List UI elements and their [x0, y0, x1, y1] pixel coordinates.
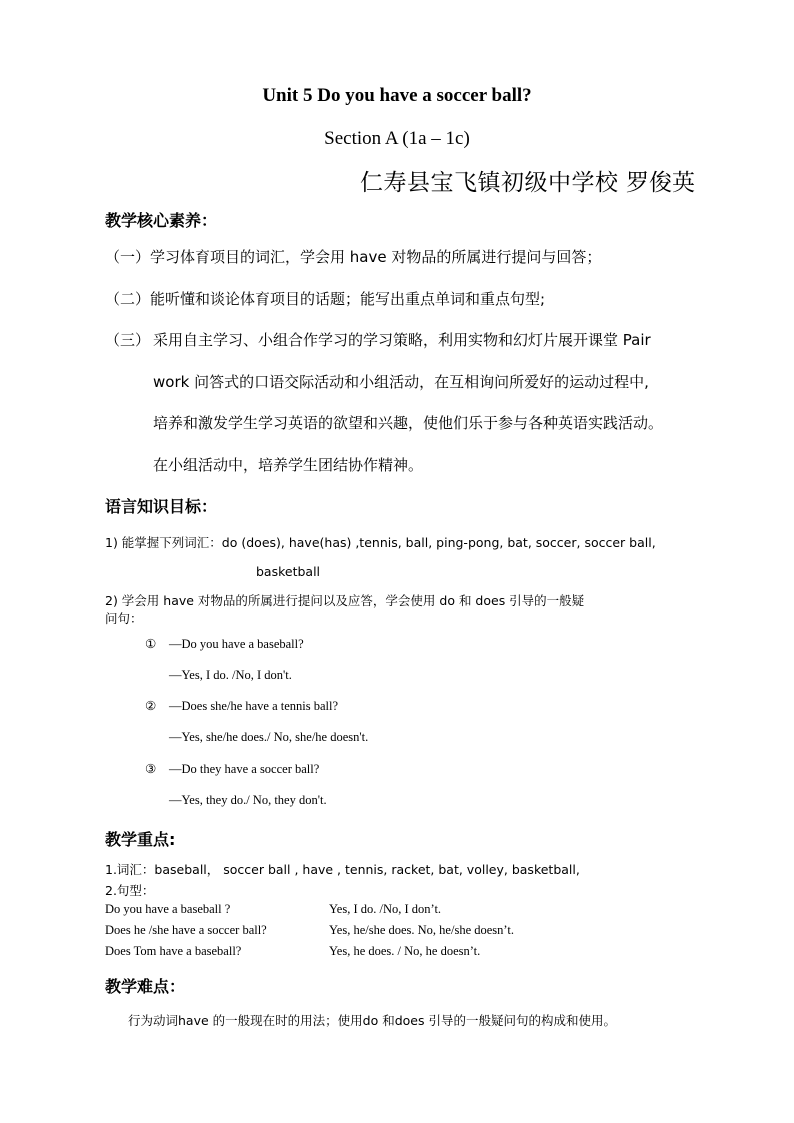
core-item-3-line-3: 培养和激发学生学习英语的欲望和兴趣，使他们乐于参与各种英语实践活动。	[153, 414, 664, 432]
author-name: 罗俊英	[626, 170, 695, 196]
difficulties-heading: 教学难点：	[105, 977, 186, 996]
key-points-heading: 教学重点:	[105, 830, 176, 849]
core-item-2-marker: （二）	[105, 290, 151, 308]
pattern-row-2-answer: Yes, he/she does. No, he/she doesn’t.	[329, 923, 514, 937]
school-name: 仁寿县宝飞镇初级中学校	[360, 170, 619, 196]
language-item-2-line-1: 2) 学会用 have 对物品的所属进行提问以及应答，学会使用 do 和 does 引导的一般疑	[105, 593, 585, 608]
core-item-3-line-2: work 问答式的口语交际活动和小组活动，在互相询问所爱好的运动过程中,	[153, 373, 649, 391]
core-item-3-line-4: 在小组活动中，培养学生团结协作精神。	[153, 456, 424, 474]
document-title: Unit 5 Do you have a soccer ball?	[262, 85, 532, 106]
core-item-2	[105, 288, 545, 309]
language-item-2-line-2: 问句：	[105, 611, 143, 626]
core-item-1-marker: （一）	[105, 248, 151, 266]
pattern-row-1-question: Do you have a baseball ?	[105, 902, 231, 916]
dialog-3-question: —Do they have a soccer ball?	[169, 762, 320, 776]
core-item-3-marker: （三）	[105, 331, 151, 349]
core-item-3-line-1: 采用自主学习、小组合作学习的学习策略，利用实物和幻灯片展开课堂 Pair	[153, 331, 651, 349]
pattern-row-3-answer: Yes, he does. / No, he doesn’t.	[329, 944, 481, 958]
core-item-2-text: 能听懂和谈论体育项目的话题；能写出重点单词和重点句型;	[150, 290, 546, 308]
section-subtitle: Section A (1a – 1c)	[324, 128, 470, 149]
language-goals-heading: 语言知识目标：	[105, 497, 218, 516]
pattern-row-1-answer: Yes, I do. /No, I don’t.	[329, 902, 442, 916]
difficulties-text: 行为动词have 的一般现在时的用法；使用do 和does 引导的一般疑问句的构成和使用。	[128, 1013, 616, 1028]
dialog-3-number: ③	[145, 761, 157, 776]
dialog-2-answer: —Yes, she/he does./ No, she/he doesn't.	[169, 730, 369, 744]
dialog-1-answer: —Yes, I do. /No, I don't.	[169, 668, 292, 682]
pattern-row-3-question: Does Tom have a baseball?	[105, 944, 242, 958]
dialog-2-number: ②	[145, 698, 157, 713]
pattern-row-2-question: Does he /she have a soccer ball?	[105, 923, 267, 937]
key-points-patterns-label: 2.句型：	[105, 883, 155, 898]
dialog-1-number: ①	[145, 636, 157, 651]
core-item-1-text: 学习体育项目的词汇，学会用 have 对物品的所属进行提问与回答；	[150, 248, 602, 266]
key-points-vocab: 1.词汇：baseball， soccer ball , have , tennis, racket, bat, volley, basketball,	[105, 862, 580, 877]
dialog-1-question: —Do you have a baseball?	[169, 637, 304, 651]
language-item-1-line-1: 1) 能掌握下列词汇：do (does), have(has) ,tennis, ball, ping-pong, bat, soccer, soccer ball,	[105, 535, 656, 550]
dialog-2-question: —Does she/he have a tennis ball?	[169, 699, 339, 713]
language-item-1-line-2: basketball	[256, 564, 321, 579]
dialog-3-answer: —Yes, they do./ No, they don't.	[169, 793, 327, 807]
core-literacy-heading: 教学核心素养：	[105, 211, 218, 230]
core-item-1	[105, 246, 601, 267]
